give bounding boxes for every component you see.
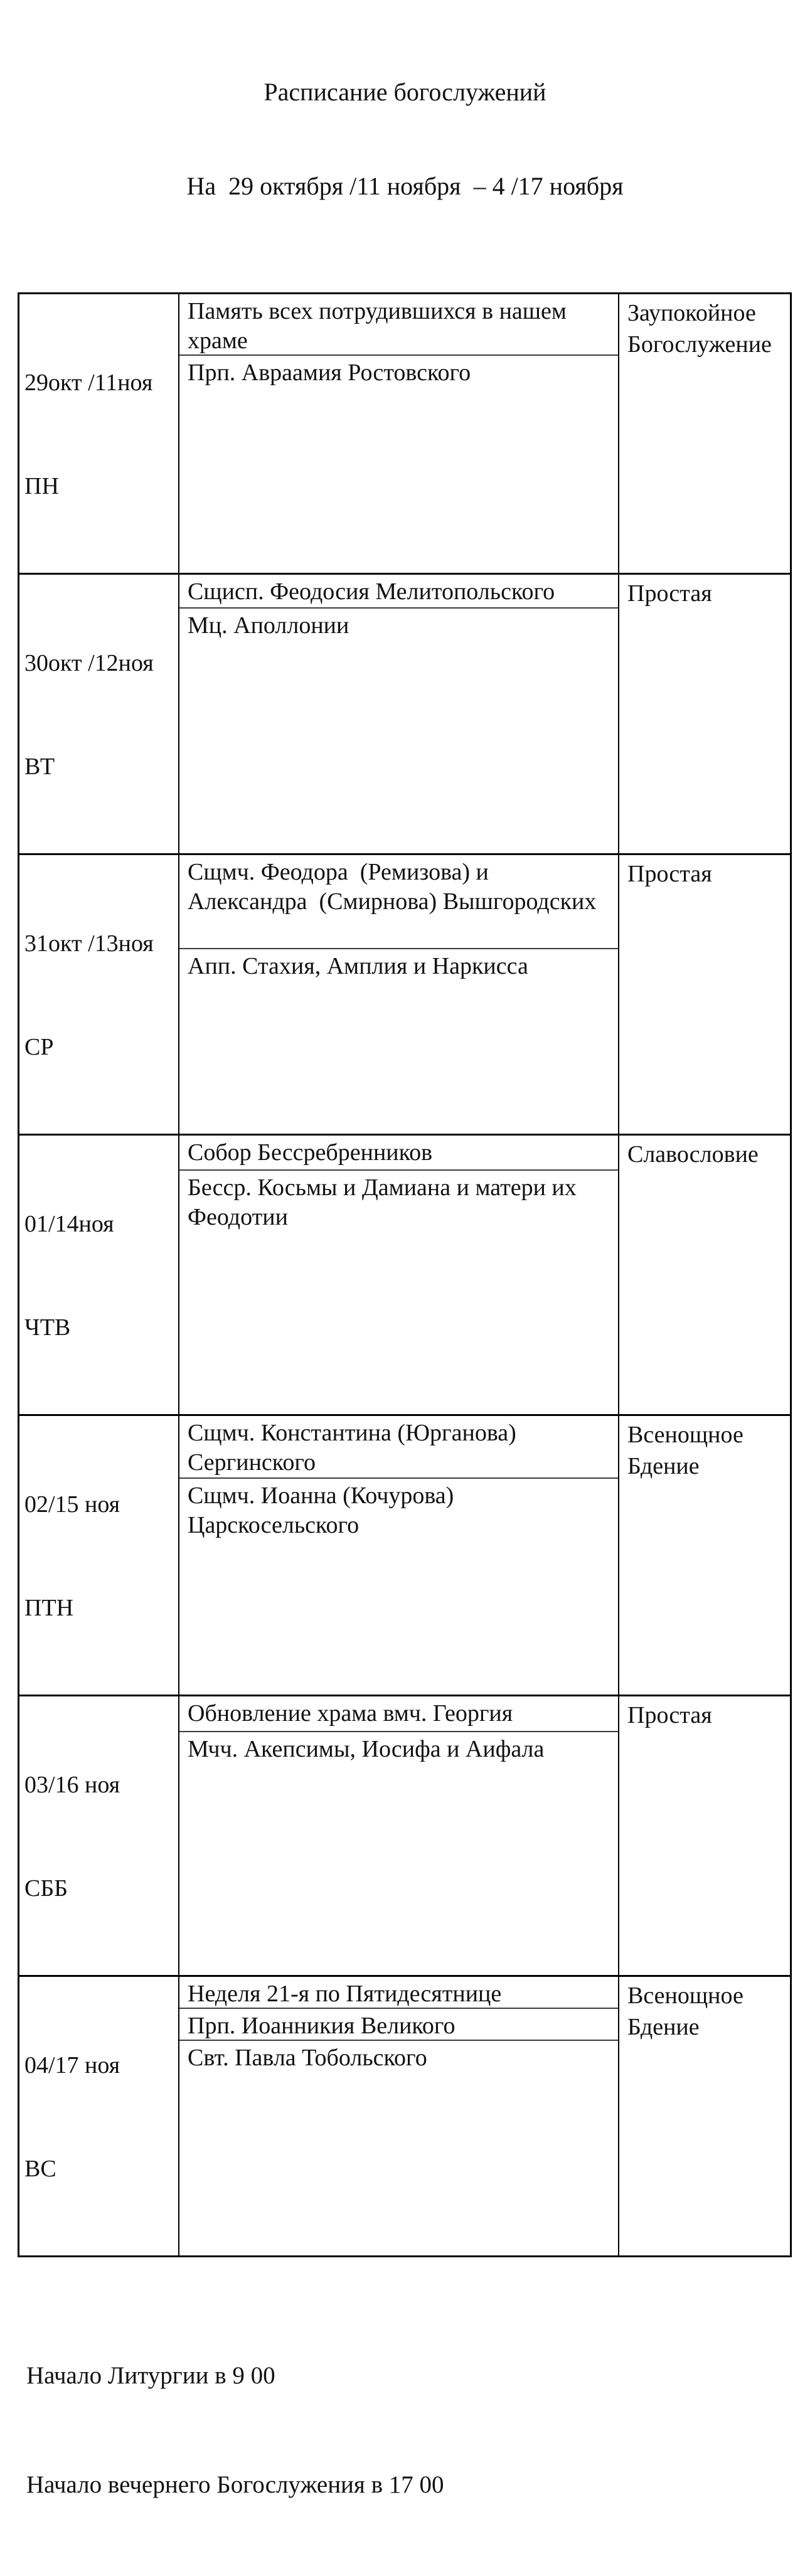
weekday-text: ВС (24, 2156, 56, 2182)
date-text: 31окт /13ноя (24, 930, 154, 957)
date-cell (19, 294, 179, 573)
commemorations-cell (179, 575, 619, 853)
table-row-thursday (19, 1134, 790, 1414)
table-row-friday (19, 1414, 790, 1695)
weekday-text: ЧТВ (24, 1314, 71, 1341)
services-schedule-table (18, 292, 792, 2257)
commemoration-entry: Память всех потрудившихся в нашем храме (179, 294, 618, 356)
schedule-document (0, 14, 810, 2498)
commemoration-entry: Сщмч. Константина (Юрганова) Сергинского (179, 1416, 618, 1479)
commemoration-entry: Сщисп. Феодосия Мелитопольского (179, 575, 618, 609)
weekday-text: СР (24, 1034, 54, 1060)
commemoration-entry: Бесср. Косьмы и Дамиана и матери их Феодотии (188, 1174, 583, 1230)
commemoration-entry: Прп. Авраамия Ростовского (188, 359, 471, 386)
evening-service-start-time: Начало вечернего Богослужения в 17 00 (26, 2471, 444, 2498)
table-row-wednesday (19, 853, 790, 1134)
commemoration-entry: Обновление храма вмч. Георгия (179, 1696, 618, 1732)
commemoration-entry: Апп. Стахия, Амплия и Наркисса (188, 953, 528, 979)
weekday-text: ВТ (24, 753, 55, 780)
liturgy-start-time: Начало Литургии в 9 00 (26, 2362, 275, 2389)
service-type-cell: Простая (627, 1702, 712, 1728)
commemorations-cell (179, 1696, 619, 1975)
commemoration-entry: Прп. Иоанникия Великого (179, 2009, 618, 2041)
date-text: 03/16 ноя (24, 1772, 120, 1798)
date-cell (19, 1136, 179, 1414)
table-row-sunday (19, 1975, 790, 2255)
commemoration-entry: Мчч. Акепсимы, Иосифа и Аифала (188, 1736, 545, 1762)
service-type-cell: Всенощное Бдение (627, 1983, 750, 2040)
date-cell (19, 575, 179, 853)
document-title (0, 14, 810, 265)
service-type-cell: Заупокойное Богослужение (627, 300, 772, 358)
commemorations-cell (179, 1977, 619, 2255)
date-text: 30окт /12ноя (24, 650, 154, 676)
weekday-text: ПТН (24, 1595, 74, 1621)
table-row-saturday (19, 1695, 790, 1975)
date-cell (19, 1416, 179, 1695)
service-type-cell: Всенощное Бдение (627, 1422, 750, 1479)
date-text: 04/17 ноя (24, 2052, 120, 2078)
service-type-cell: Славословие (627, 1141, 759, 1168)
table-row-tuesday (19, 573, 790, 853)
service-type-cell: Простая (627, 861, 712, 887)
commemoration-entry: Неделя 21-я по Пятидесятнице (179, 1977, 618, 2009)
weekday-text: СББ (24, 1875, 68, 1902)
date-cell (19, 855, 179, 1134)
commemorations-cell (179, 855, 619, 1134)
commemoration-entry: Сщмч. Феодора (Ремизова) и Александра (Смирнова) Вышгородских (179, 855, 618, 949)
table-row-monday (19, 294, 790, 573)
date-cell (19, 1696, 179, 1975)
weekday-text: ПН (24, 473, 59, 499)
commemoration-entry: Свт. Павла Тобольского (188, 2045, 427, 2071)
date-text: 29окт /11ноя (24, 370, 153, 396)
date-cell (19, 1977, 179, 2255)
title-line-2: На 29 октября /11 ноября – 4 /17 ноября (186, 172, 624, 200)
commemorations-cell (179, 294, 619, 573)
title-line-1: Расписание богослужений (264, 78, 546, 106)
commemorations-cell (179, 1136, 619, 1414)
date-text: 02/15 ноя (24, 1491, 120, 1518)
commemorations-cell (179, 1416, 619, 1695)
commemoration-entry: Собор Бессребренников (179, 1136, 618, 1171)
commemoration-entry: Сщмч. Иоанна (Кочурова) Царскосельского (188, 1482, 460, 1538)
date-text: 01/14ноя (24, 1211, 114, 1237)
service-times-note (26, 2285, 810, 2576)
service-type-cell: Простая (627, 580, 712, 607)
commemoration-entry: Мц. Аполлонии (188, 612, 349, 639)
